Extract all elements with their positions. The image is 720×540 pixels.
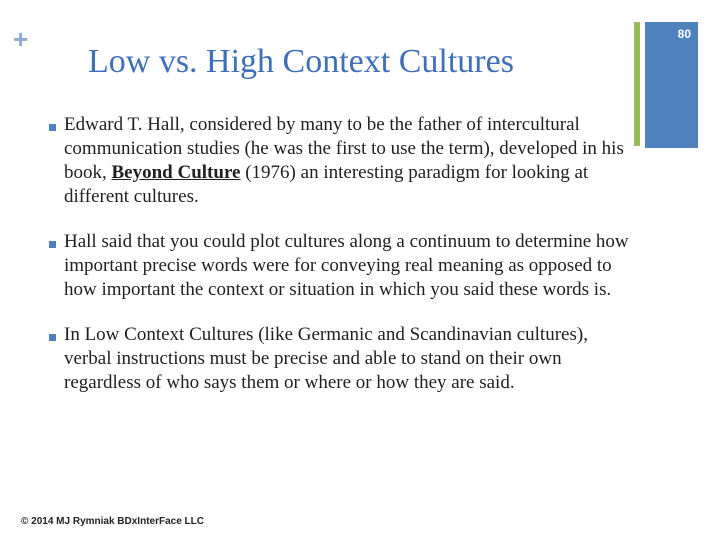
copyright-footer: © 2014 MJ Rymniak BDxInterFace LLC	[21, 516, 204, 527]
bullet-item-low-context	[45, 323, 630, 395]
slide-title: Low vs. High Context Cultures	[88, 43, 514, 80]
plus-icon: +	[13, 24, 29, 54]
bullet-item-hall-intro	[45, 113, 630, 209]
slide-number: 80	[677, 27, 691, 41]
square-bullet-icon	[49, 124, 56, 131]
green-accent-bar	[634, 22, 640, 146]
bullet-text: Hall said that you could plot cultures along a continuum to determine how important precise words were for conveying real meaning as opposed to how important the context or situation in which you said these words is.	[64, 231, 629, 300]
bullet-text-after: (1976) an interesting paradigm for looking at different cultures.	[64, 162, 589, 207]
square-bullet-icon	[49, 241, 56, 248]
bullet-text: In Low Context Cultures (like Germanic and Scandinavian cultures), verbal instructions must be precise and able to stand on their own regardless of who says them or where or how they are said.	[64, 324, 588, 393]
bullet-text	[64, 114, 624, 207]
bullet-list	[45, 113, 630, 416]
book-title: Beyond Culture	[111, 162, 241, 183]
bullet-text-before: Edward T. Hall, considered by many to be the father of intercultural communication studies (he was the first to use the term), developed in his book,	[64, 114, 624, 183]
bullet-item-continuum	[45, 230, 630, 302]
square-bullet-icon	[49, 334, 56, 341]
